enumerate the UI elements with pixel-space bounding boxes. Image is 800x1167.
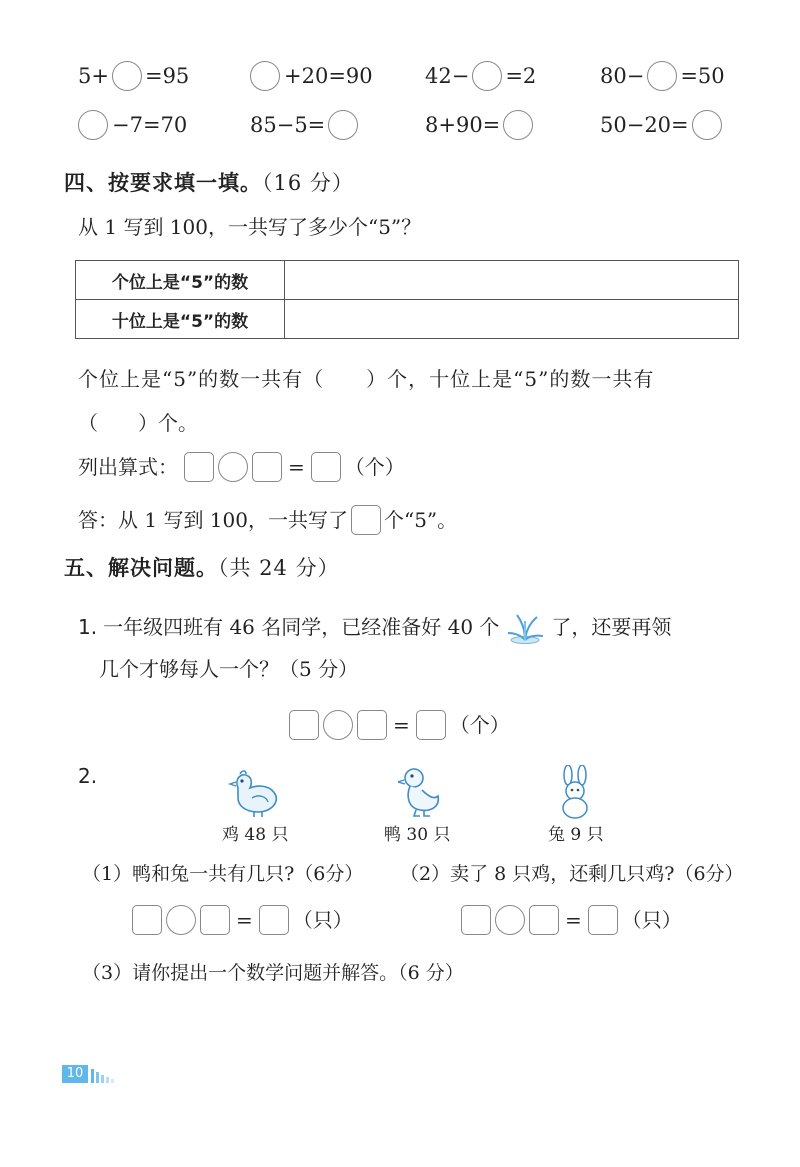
answer-circle[interactable]	[503, 110, 533, 140]
answer-circle[interactable]	[112, 61, 142, 91]
sub-question-2: （2）卖了 8 只鸡，还剩几只鸡?（6分）	[400, 863, 744, 885]
section-4-heading: 四、按要求填一填。（16 分）	[64, 171, 354, 195]
formula-row: 列出算式： = （个）	[78, 452, 405, 482]
table-row-label: 十位上是“5”的数	[76, 300, 285, 339]
answer-circle[interactable]	[692, 110, 722, 140]
bar-decoration-icon	[91, 1065, 119, 1083]
answer-box[interactable]	[259, 905, 289, 935]
section-4-question: 从 1 写到 100，一共写了多少个“5”？	[78, 215, 422, 239]
plant-icon	[503, 609, 547, 645]
answer-box[interactable]	[461, 905, 491, 935]
table-row-label: 个位上是“5”的数	[76, 261, 285, 300]
answer-box[interactable]	[289, 710, 319, 740]
table-answer-cell[interactable]	[285, 261, 739, 300]
equation-4: 80− =50	[600, 61, 725, 91]
answer-circle[interactable]	[472, 61, 502, 91]
equation-5: −7=70	[78, 110, 187, 140]
count-table	[75, 260, 739, 339]
page-number-badge	[62, 1065, 119, 1083]
equation-1: 5+ =95	[78, 61, 189, 91]
equation-7: 8+90=	[425, 110, 533, 140]
page-number: 10	[62, 1065, 88, 1083]
duck-icon	[398, 766, 442, 818]
sub-question-3: （3）请你提出一个数学问题并解答。（6 分）	[82, 962, 464, 984]
answer-box[interactable]	[529, 905, 559, 935]
answer-box[interactable]	[588, 905, 618, 935]
rabbit-icon	[555, 765, 595, 819]
answer-box[interactable]	[132, 905, 162, 935]
answer-box[interactable]	[357, 710, 387, 740]
answer-box[interactable]	[311, 452, 341, 482]
equation-6: 85−5=	[250, 110, 358, 140]
fill-line-2: （ ）个。	[78, 411, 198, 435]
answer-circle[interactable]	[647, 61, 677, 91]
answer-circle[interactable]	[250, 61, 280, 91]
question-2-number: 2.	[78, 764, 98, 788]
question-1-continued: 几个才够每人一个？（5 分）	[99, 657, 359, 681]
operator-circle[interactable]	[323, 710, 353, 740]
answer-box[interactable]	[252, 452, 282, 482]
answer-box[interactable]	[416, 710, 446, 740]
fill-line-1: 个位上是“5”的数一共有（ ）个，十位上是“5”的数一共有	[78, 367, 655, 391]
answer-circle[interactable]	[328, 110, 358, 140]
duck-caption: 鸭 30 只	[384, 825, 451, 845]
answer-circle[interactable]	[78, 110, 108, 140]
answer-row: 答：从 1 写到 100，一共写了 个“5”。	[78, 505, 457, 535]
question-1-formula: = （个）	[289, 710, 510, 740]
answer-box[interactable]	[351, 505, 381, 535]
operator-circle[interactable]	[495, 905, 525, 935]
equation-8: 50−20=	[600, 110, 722, 140]
table-row	[76, 300, 739, 339]
operator-circle[interactable]	[166, 905, 196, 935]
table-answer-cell[interactable]	[285, 300, 739, 339]
answer-box[interactable]	[184, 452, 214, 482]
answer-box[interactable]	[200, 905, 230, 935]
sub-question-1: （1）鸭和兔一共有几只?（6分）	[82, 863, 364, 885]
sub-question-1-formula: = （只）	[132, 905, 353, 935]
sub-question-2-formula: = （只）	[461, 905, 682, 935]
question-1: 1. 一年级四班有 46 名同学，已经准备好 40 个 了，还要再领	[78, 609, 671, 645]
chicken-caption: 鸡 48 只	[222, 825, 289, 845]
rabbit-caption: 兔 9 只	[548, 825, 604, 845]
table-row	[76, 261, 739, 300]
operator-circle[interactable]	[218, 452, 248, 482]
section-5-heading: 五、解决问题。（共 24 分）	[64, 556, 340, 580]
chicken-icon	[226, 768, 282, 818]
equation-2: +20=90	[250, 61, 373, 91]
equation-3: 42− =2	[425, 61, 536, 91]
